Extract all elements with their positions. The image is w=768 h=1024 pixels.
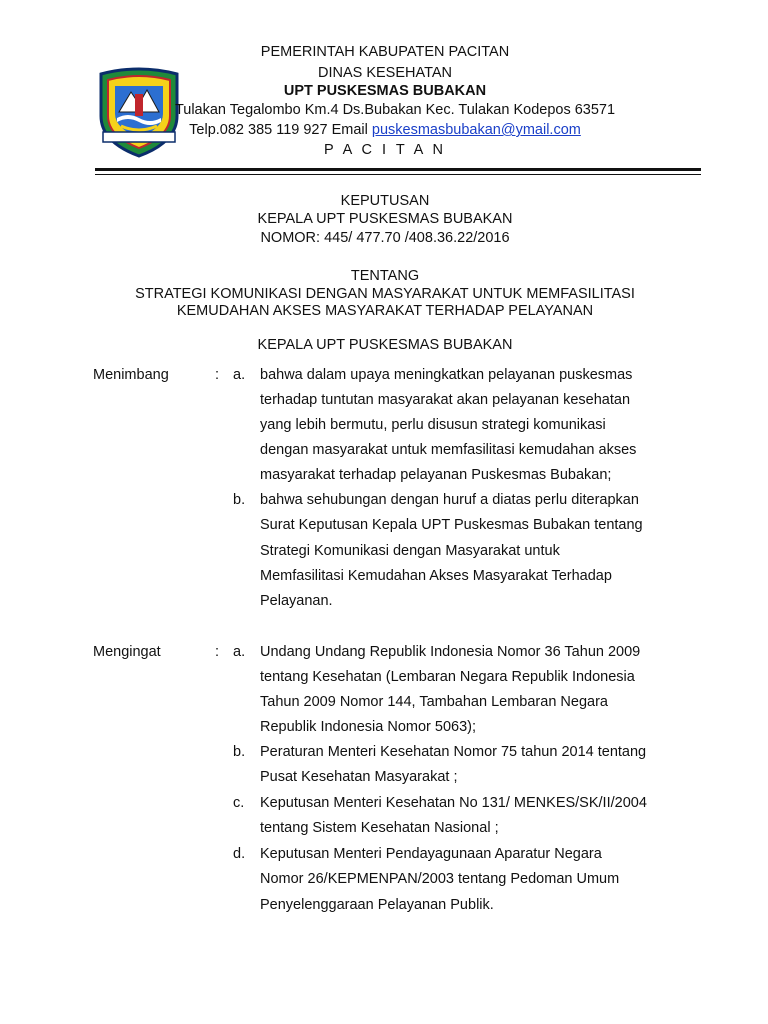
item-line: Keputusan Menteri Kesehatan No 131/ MENKES/SK/II/2004: [260, 795, 647, 811]
item-line: Pelayanan.: [260, 593, 333, 609]
item-line: Nomor 26/KEPMENPAN/2003 tentang Pedoman Umum: [260, 871, 620, 887]
letterhead-divider-thin: [95, 174, 701, 175]
address-line: Tulakan Tegalombo Km.4 Ds.Bubakan Kec. Tulakan Kodepos 63571: [174, 102, 616, 118]
item-line: Penyelenggaraan Pelayanan Publik.: [260, 897, 494, 913]
item-line: Keputusan Menteri Pendayagunaan Aparatur Negara: [260, 846, 602, 862]
item-line: bahwa dalam upaya meningkatkan pelayanan puskesmas: [260, 367, 633, 383]
city-name: P A C I T A N: [323, 142, 447, 158]
decision-head-of: KEPALA UPT PUSKESMAS BUBAKAN: [257, 337, 513, 353]
item-line: yang lebih bermutu, perlu disusun strategi komunikasi: [260, 417, 606, 433]
item-line: bahwa sehubungan dengan huruf a diatas perlu diterapkan: [260, 492, 639, 508]
contact-line: [90, 121, 680, 139]
institution-name: UPT PUSKESMAS BUBAKAN: [283, 83, 487, 99]
item-line: Undang Undang Republik Indonesia Nomor 36 Tahun 2009: [260, 644, 641, 660]
section-colon: :: [215, 367, 220, 383]
decision-subject-line-1: STRATEGI KOMUNIKASI DENGAN MASYARAKAT UNTUK MEMFASILITASI: [135, 286, 635, 302]
phone-text: Telp.082 385 119 927 Email: [189, 122, 372, 138]
decision-about: TENTANG: [350, 268, 420, 284]
letterhead-divider-thick: [95, 168, 701, 171]
item-letter: b.: [233, 492, 246, 508]
item-line: Memfasilitasi Kemudahan Akses Masyarakat Terhadap: [260, 568, 612, 584]
department-name: DINAS KESEHATAN: [317, 65, 453, 81]
item-letter: a.: [233, 367, 246, 383]
item-line: tentang Kesehatan (Lembaran Negara Republik Indonesia: [260, 669, 635, 685]
item-line: Tahun 2009 Nomor 144, Tambahan Lembaran Negara: [260, 694, 608, 710]
item-line: masyarakat terhadap pelayanan Puskesmas Bubakan;: [260, 467, 612, 483]
email-link[interactable]: puskesmasbubakan@ymail.com: [371, 122, 581, 138]
item-line: tentang Sistem Kesehatan Nasional ;: [260, 820, 499, 836]
item-letter: d.: [233, 846, 246, 862]
item-letter: a.: [233, 644, 246, 660]
section-label: Mengingat: [93, 644, 161, 660]
item-line: Surat Keputusan Kepala UPT Puskesmas Bubakan tentang: [260, 517, 643, 533]
decision-subject-line-2: KEMUDAHAN AKSES MASYARAKAT TERHADAP PELAYANAN: [176, 303, 594, 319]
government-name: PEMERINTAH KABUPATEN PACITAN: [260, 44, 510, 60]
section-label: Menimbang: [93, 367, 169, 383]
item-line: terhadap tuntutan masyarakat akan pelayanan kesehatan: [260, 392, 631, 408]
item-line: Republik Indonesia Nomor 5063);: [260, 719, 477, 735]
item-line: Peraturan Menteri Kesehatan Nomor 75 tahun 2014 tentang: [260, 744, 647, 760]
item-line: Strategi Komunikasi dengan Masyarakat untuk: [260, 543, 560, 559]
decision-number: NOMOR: 445/ 477.70 /408.36.22/2016: [260, 230, 510, 246]
item-line: Pusat Kesehatan Masyarakat ;: [260, 769, 458, 785]
item-letter: c.: [233, 795, 245, 811]
decision-heading: KEPUTUSAN: [340, 193, 430, 209]
item-line: dengan masyarakat untuk memfasilitasi kemudahan akses: [260, 442, 637, 458]
section-colon: :: [215, 644, 220, 660]
item-letter: b.: [233, 744, 246, 760]
decision-issuer: KEPALA UPT PUSKESMAS BUBAKAN: [257, 211, 513, 227]
